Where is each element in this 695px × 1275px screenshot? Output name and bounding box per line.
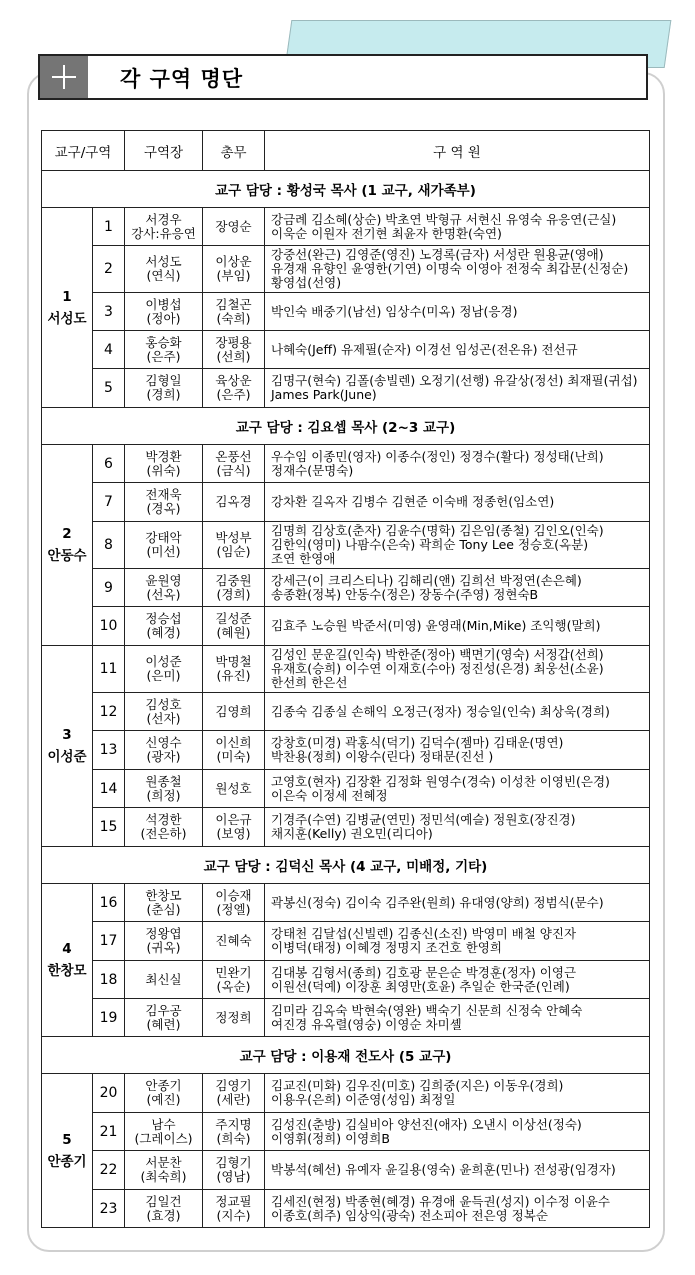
members-cell (265, 770, 650, 808)
leader-cell (125, 922, 203, 961)
cell-line: James Park(June) (271, 387, 377, 402)
treasurer-cell (203, 445, 265, 483)
treasurer-cell (203, 961, 265, 999)
cell-line: 박명철 (215, 654, 252, 669)
cell-line: 곽봉신(정숙) 김이숙 김주완(원희) 유대영(양희) 정범식(문수) (271, 894, 604, 910)
cell-line: 김명희 김상호(춘자) 김윤수(명학) 김은임(종철) 김인오(인숙) (271, 523, 604, 538)
treasurer-cell (203, 607, 265, 646)
members-cell (265, 331, 650, 369)
cell-line: (희정) (146, 787, 181, 803)
table-row (42, 770, 650, 808)
cell-line: 김성인 문운길(인숙) 박한준(정아) 백면기(영숙) 서정갑(선희) (271, 647, 604, 662)
leader-cell (125, 1151, 203, 1190)
district-number: 4 (62, 941, 72, 957)
cell-line: 홍승화 (145, 334, 182, 350)
cell-line: (그레이스) (134, 1130, 193, 1146)
members-cell (265, 999, 650, 1037)
treasurer-cell (203, 483, 265, 522)
cell-line: 한창모 (145, 887, 182, 903)
zone-number: 15 (93, 808, 125, 847)
leader-cell (125, 999, 203, 1037)
table-row (42, 483, 650, 522)
treasurer-cell (203, 693, 265, 731)
leader-cell (125, 1074, 203, 1113)
zone-number: 9 (93, 569, 125, 607)
cell-line: 이용우(은희) 이준영(성임) 최정일 (271, 1092, 456, 1107)
cell-line: (금식) (216, 462, 251, 478)
section-header-row (42, 847, 650, 884)
section-header-row (42, 1037, 650, 1074)
cell-line: 강차환 길옥자 김병수 김현준 이숙배 정종헌(임소연) (271, 494, 555, 509)
members-cell (265, 293, 650, 331)
cell-line: 이병섭 (145, 296, 182, 312)
cell-line: (전은하) (140, 826, 187, 841)
cell-line: 김성진(춘방) 김실비아 양선진(애자) 오낸시 이상선(정숙) (271, 1116, 582, 1132)
cell-line: (희숙) (216, 1130, 251, 1146)
cell-line: 김영기 (215, 1078, 252, 1093)
table-row (42, 731, 650, 770)
cell-line: (선희) (216, 348, 251, 364)
leader-cell (125, 483, 203, 522)
cell-line: 장영순 (215, 218, 252, 234)
cell-line: 김교진(미화) 김우진(미호) 김희중(지은) 이동우(경희) (271, 1078, 564, 1093)
cell-line: 장평용 (215, 334, 252, 350)
cell-line: 이성준 (145, 654, 182, 669)
cell-line: 조연 한영애 (271, 551, 336, 566)
cell-line: 송종환(정복) 안동수(정은) 장동수(주영) 정현숙B (271, 586, 539, 602)
zone-number: 2 (93, 246, 125, 293)
table-row (42, 293, 650, 331)
zone-number: 7 (93, 483, 125, 522)
cell-line: 김세진(현정) 박종현(혜경) 유경애 윤득권(성지) 이수정 이윤수 (271, 1193, 610, 1209)
cell-line: 김형기 (215, 1155, 252, 1170)
cell-line: 김명구(현숙) 김폴(송빌렌) 오정기(선행) 유갈상(정선) 최재필(귀섭) (271, 373, 638, 388)
zone-number: 5 (93, 369, 125, 408)
cell-line: (유진) (216, 668, 251, 683)
cell-line: 윤원영 (145, 572, 182, 588)
cell-line: (연식) (146, 268, 181, 283)
cell-line: 정교필 (215, 1193, 252, 1209)
cell-line: 정정희 (215, 1009, 252, 1025)
district-name: 서성도 (47, 310, 87, 327)
cell-line: 박경환 (145, 448, 182, 464)
cell-line: 김철곤 (215, 296, 252, 312)
members-cell (265, 522, 650, 569)
section-title: 교구 담당 : 이용재 전도사 (5 교구) (42, 1037, 650, 1074)
cell-line: (혜련) (146, 1016, 181, 1032)
leader-cell (125, 369, 203, 408)
cell-line: 남수 (151, 1116, 176, 1132)
zone-number: 3 (93, 293, 125, 331)
treasurer-cell (203, 922, 265, 961)
zone-number: 21 (93, 1113, 125, 1151)
section-header-row (42, 408, 650, 445)
table-row (42, 246, 650, 293)
cell-line: 이은규 (215, 812, 252, 827)
cell-line: 유재호(승희) 이수연 이재호(수아) 정진성(은경) 최웅선(소윤) (271, 661, 604, 676)
zone-number: 23 (93, 1190, 125, 1228)
treasurer-cell (203, 770, 265, 808)
zone-number: 13 (93, 731, 125, 770)
cell-line: 박성부 (215, 530, 252, 545)
cell-line: (예진) (146, 1092, 181, 1107)
treasurer-cell (203, 731, 265, 770)
zone-number: 14 (93, 770, 125, 808)
cell-line: 서경우 (145, 211, 182, 227)
header-members: 구 역 원 (265, 131, 650, 171)
cell-line: 김대봉 김형서(종희) 김호광 문은순 박경훈(정자) 이영근 (271, 964, 577, 980)
cell-line: 안종기 (145, 1078, 182, 1093)
cell-line: (세란) (216, 1092, 251, 1107)
district-cell (42, 1074, 93, 1228)
cell-line: 최신실 (145, 971, 182, 987)
table-row (42, 884, 650, 922)
table-row (42, 1151, 650, 1190)
cell-line: 김효주 노승원 박준서(미영) 윤영래(Min,Mike) 조익행(말희) (271, 618, 601, 633)
table-row (42, 569, 650, 607)
table-row (42, 922, 650, 961)
cell-line: (위숙) (146, 462, 181, 478)
treasurer-cell (203, 646, 265, 693)
members-cell (265, 1113, 650, 1151)
cell-line: (광자) (146, 749, 181, 764)
cell-line: 황영섭(선영) (271, 275, 342, 290)
zone-number: 20 (93, 1074, 125, 1113)
cell-line: 원성호 (215, 780, 252, 796)
section-header-row (42, 171, 650, 208)
leader-cell (125, 569, 203, 607)
cell-line: 여진경 유옥렬(영숭) 이영순 차미셸 (271, 1016, 462, 1032)
cell-line: 이원선(덕예) 이장훈 최영만(호윤) 추일순 한국준(인례) (271, 978, 570, 994)
treasurer-cell (203, 208, 265, 246)
leader-cell (125, 208, 203, 246)
zone-number: 8 (93, 522, 125, 569)
cell-line: (미숙) (216, 749, 251, 764)
cell-line: 강태악 (145, 530, 182, 545)
cell-line: (혜경) (146, 625, 181, 640)
district-name: 이성준 (47, 749, 87, 765)
cell-line: 이신희 (215, 735, 252, 750)
cell-line: 정승섭 (145, 611, 182, 626)
cell-line: 이영휘(정희) 이영희B (271, 1130, 390, 1146)
cell-line: (선자) (146, 710, 181, 726)
cell-line: 주지명 (215, 1116, 252, 1132)
members-cell (265, 208, 650, 246)
cell-line: 정재수(문명숙) (271, 462, 354, 478)
cell-line: 강중선(완근) 김영준(영진) 노경록(금자) 서성란 원용균(영애) (271, 247, 604, 262)
cell-line: 김중원 (215, 572, 252, 588)
cell-line: (선옥) (146, 586, 181, 602)
cell-line: 김한익(영미) 나팜수(은숙) 곽희순 Tony Lee 정승호(옥분) (271, 537, 589, 552)
leader-cell (125, 445, 203, 483)
members-cell (265, 693, 650, 731)
cell-line: (은주) (216, 387, 251, 402)
section-title: 교구 담당 : 김요셉 목사 (2~3 교구) (42, 408, 650, 445)
members-cell (265, 246, 650, 293)
table-header-row (42, 131, 650, 171)
table-row (42, 522, 650, 569)
page-header (38, 54, 648, 100)
leader-cell (125, 607, 203, 646)
cell-line: 이종호(희주) 임상익(광숙) 전소피아 전은영 정복순 (271, 1207, 548, 1223)
cell-line: 박찬용(정희) 이왕수(린다) 정태문(진선 ) (271, 749, 494, 764)
cell-line: (은주) (146, 348, 181, 364)
table-row (42, 369, 650, 408)
district-name: 안동수 (47, 548, 87, 564)
cell-line: 김형일 (145, 373, 182, 388)
zone-number: 1 (93, 208, 125, 246)
cell-line: 기경주(수연) 김병균(연민) 정민석(예슬) 정원호(장진경) (271, 812, 576, 827)
cell-line: (정아) (146, 310, 181, 326)
cell-line: 김우공 (145, 1002, 182, 1018)
leader-cell (125, 770, 203, 808)
cell-line: 고영호(현자) 김장환 김정화 원영수(경숙) 이성찬 이영빈(은경) (271, 773, 610, 789)
treasurer-cell (203, 999, 265, 1037)
table-row (42, 646, 650, 693)
cell-line: 김일건 (145, 1193, 182, 1209)
cell-line: (영남) (216, 1169, 251, 1184)
cell-line: 이병덕(태정) 이혜경 정명지 조건호 한영희 (271, 940, 502, 955)
zone-number: 4 (93, 331, 125, 369)
cell-line: (최숙희) (140, 1169, 187, 1184)
cell-line: (혜원) (216, 625, 251, 640)
cell-line: 강세근(이 크리스티나) 김해리(앤) 김희선 박정연(손은혜) (271, 572, 582, 588)
district-cell (42, 445, 93, 646)
roster-table (41, 130, 650, 1228)
cell-line: 육상운 (215, 373, 252, 388)
table-row (42, 808, 650, 847)
cell-line: 김영희 (215, 703, 252, 719)
district-number: 2 (62, 526, 72, 542)
leader-cell (125, 731, 203, 770)
treasurer-cell (203, 1190, 265, 1228)
cell-line: 이욱순 이원자 전기현 최윤자 한명환(숙연) (271, 225, 502, 241)
leader-cell (125, 693, 203, 731)
cell-line: (임순) (216, 544, 251, 559)
page-title: 각 구역 명단 (120, 67, 244, 91)
members-cell (265, 1074, 650, 1113)
table-row (42, 445, 650, 483)
plus-icon (40, 56, 88, 98)
cell-line: 전재욱 (145, 487, 182, 502)
cell-line: (경희) (216, 586, 251, 602)
cell-line: (경희) (146, 387, 181, 402)
district-cell (42, 884, 93, 1037)
cell-line: 강금례 김소혜(상순) 박초연 박형규 서현신 유영숙 유응연(근실) (271, 211, 617, 227)
members-cell (265, 369, 650, 408)
table-row (42, 693, 650, 731)
cell-line: 길성준 (215, 611, 252, 626)
treasurer-cell (203, 331, 265, 369)
district-name: 안종기 (47, 1153, 87, 1170)
leader-cell (125, 1113, 203, 1151)
district-name: 한창모 (47, 963, 87, 979)
leader-cell (125, 961, 203, 999)
cell-line: 채지훈(Kelly) 권오민(리디아) (271, 826, 433, 841)
treasurer-cell (203, 1113, 265, 1151)
cell-line: 진혜숙 (215, 933, 252, 948)
cell-line: 우수임 이종민(영자) 이종수(정인) 정경수(활다) 정성태(난희) (271, 448, 604, 464)
members-cell (265, 1151, 650, 1190)
treasurer-cell (203, 1151, 265, 1190)
members-cell (265, 445, 650, 483)
table-row (42, 1113, 650, 1151)
treasurer-cell (203, 1074, 265, 1113)
cell-line: (효경) (146, 1207, 181, 1223)
cell-line: 이은숙 이정세 전혜정 (271, 787, 388, 803)
cell-line: 박봉석(혜선) 유예자 윤길용(영숙) 윤희훈(민나) 전성광(임경자) (271, 1162, 616, 1177)
cell-line: 한선희 한은선 (271, 675, 348, 690)
members-cell (265, 483, 650, 522)
members-cell (265, 808, 650, 847)
header-treasurer: 총무 (203, 131, 265, 171)
table-row (42, 1190, 650, 1228)
header-district: 교구/구역 (42, 131, 125, 171)
cell-line: (경옥) (146, 501, 181, 516)
zone-number: 11 (93, 646, 125, 693)
cell-line: 박인숙 배중기(남선) 임상수(미옥) 정남(응경) (271, 303, 518, 319)
district-cell (42, 208, 93, 408)
treasurer-cell (203, 808, 265, 847)
cell-line: (옥순) (216, 978, 251, 994)
treasurer-cell (203, 522, 265, 569)
cell-line: (미선) (146, 544, 181, 559)
leader-cell (125, 646, 203, 693)
section-title: 교구 담당 : 황성국 목사 (1 교구, 새가족부) (42, 171, 650, 208)
cell-line: 정왕엽 (145, 926, 182, 941)
district-number: 1 (62, 288, 72, 305)
cell-line: 이상운 (215, 254, 252, 269)
zone-number: 19 (93, 999, 125, 1037)
members-cell (265, 569, 650, 607)
cell-line: 이승재 (215, 887, 252, 903)
zone-number: 6 (93, 445, 125, 483)
cell-line: 강창호(미경) 곽홍식(덕기) 김덕수(젬마) 김태운(명연) (271, 735, 564, 750)
cell-line: 서성도 (145, 254, 182, 269)
members-cell (265, 646, 650, 693)
members-cell (265, 607, 650, 646)
table-row (42, 208, 650, 246)
treasurer-cell (203, 293, 265, 331)
cell-line: 김미라 김옥숙 박현숙(영완) 백숙기 신문희 신정숙 안혜숙 (271, 1002, 583, 1018)
cell-line: 강태천 김달섭(신빌렌) 김종신(소진) 박영미 배철 양진자 (271, 926, 577, 941)
table-row (42, 607, 650, 646)
cell-line: (숙희) (216, 310, 251, 326)
cell-line: 민완기 (215, 964, 252, 980)
cell-line: (춘심) (146, 901, 181, 917)
section-title: 교구 담당 : 김덕신 목사 (4 교구, 미배정, 기타) (42, 847, 650, 884)
members-cell (265, 922, 650, 961)
table-row (42, 331, 650, 369)
leader-cell (125, 1190, 203, 1228)
treasurer-cell (203, 369, 265, 408)
leader-cell (125, 884, 203, 922)
leader-cell (125, 293, 203, 331)
cell-line: (보영) (216, 826, 251, 841)
members-cell (265, 961, 650, 999)
cell-line: 김종숙 김종실 손해익 오정근(정자) 정승일(인숙) 최상욱(경희) (271, 703, 610, 719)
cell-line: (은미) (146, 668, 181, 683)
table-row (42, 1074, 650, 1113)
zone-number: 10 (93, 607, 125, 646)
zone-number: 17 (93, 922, 125, 961)
leader-cell (125, 808, 203, 847)
cell-line: 김성호 (145, 696, 182, 712)
table-row (42, 999, 650, 1037)
leader-cell (125, 522, 203, 569)
members-cell (265, 731, 650, 770)
district-number: 5 (62, 1131, 72, 1148)
cell-line: 온풍선 (215, 448, 252, 464)
header-leader: 구역장 (125, 131, 203, 171)
zone-number: 16 (93, 884, 125, 922)
members-cell (265, 884, 650, 922)
cell-line: 나혜숙(Jeff) 유제필(순자) 이경선 임성곤(전온유) 전선규 (271, 341, 578, 357)
leader-cell (125, 331, 203, 369)
cell-line: 석경한 (145, 812, 182, 827)
treasurer-cell (203, 569, 265, 607)
treasurer-cell (203, 246, 265, 293)
members-cell (265, 1190, 650, 1228)
zone-number: 22 (93, 1151, 125, 1190)
cell-line: (부임) (216, 268, 251, 283)
zone-number: 12 (93, 693, 125, 731)
cell-line: 김옥경 (215, 494, 252, 509)
district-cell (42, 646, 93, 847)
table-row (42, 961, 650, 999)
cell-line: 유경재 유향인 윤영한(기연) 이명숙 이영아 전정숙 최갑문(신정순) (271, 261, 629, 276)
zone-number: 18 (93, 961, 125, 999)
leader-cell (125, 246, 203, 293)
cell-line: (지수) (216, 1207, 251, 1223)
cell-line: 신영수 (145, 735, 182, 750)
district-number: 3 (62, 727, 72, 743)
cell-line: (귀옥) (146, 940, 181, 955)
cell-line: 강사:유응연 (131, 225, 196, 241)
cell-line: 서문찬 (145, 1155, 182, 1170)
cell-line: 원종철 (145, 773, 182, 789)
cell-line: (정엘) (216, 901, 251, 917)
treasurer-cell (203, 884, 265, 922)
